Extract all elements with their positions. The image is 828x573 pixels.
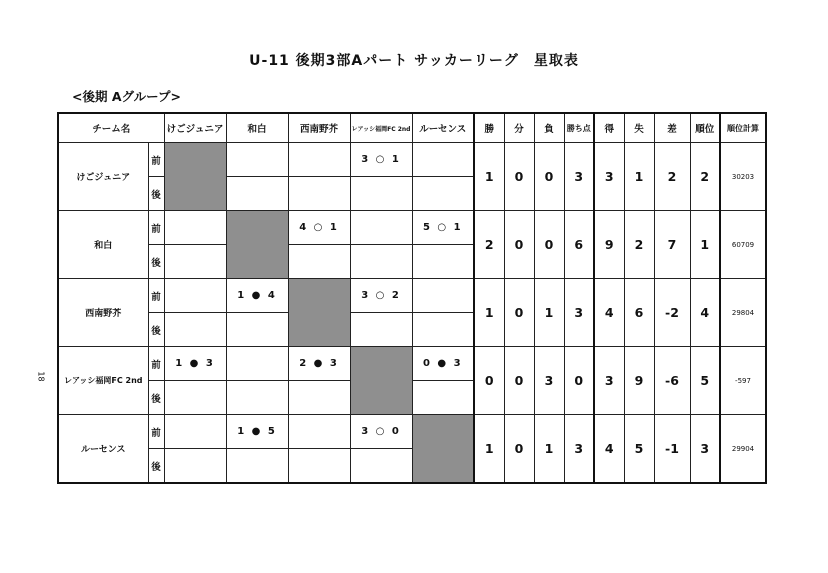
wins-value: 1 [474, 143, 504, 211]
match-result-cell [288, 143, 350, 177]
goal-diff-header: 差 [654, 113, 690, 143]
self-match-cell [226, 211, 288, 279]
match-result-cell [350, 177, 412, 211]
goals-against-value: 9 [624, 347, 654, 415]
team-name: ルーセンス [58, 415, 148, 484]
match-result-cell [164, 381, 226, 415]
team-name: 西南野芥 [58, 279, 148, 347]
match-result-cell [226, 347, 288, 381]
goals-against-header: 失 [624, 113, 654, 143]
points-value: 3 [564, 143, 594, 211]
rank-calc-value: 29804 [720, 279, 766, 347]
goals-for-value: 4 [594, 279, 624, 347]
points-value: 3 [564, 415, 594, 484]
wins-value: 1 [474, 279, 504, 347]
match-result-cell [226, 143, 288, 177]
match-result-cell [164, 245, 226, 279]
draws-value: 0 [504, 211, 534, 279]
rank-calc-value: -597 [720, 347, 766, 415]
wins-header: 勝 [474, 113, 504, 143]
team-name: 和白 [58, 211, 148, 279]
standings-body [58, 143, 766, 484]
goals-against-value: 2 [624, 211, 654, 279]
wins-value: 2 [474, 211, 504, 279]
match-result-cell [226, 313, 288, 347]
losses-header: 負 [534, 113, 564, 143]
team-row-first [58, 415, 766, 449]
goals-against-value: 6 [624, 279, 654, 347]
half-label: 前 [148, 415, 164, 449]
rank-value: 3 [690, 415, 720, 484]
goals-against-value: 1 [624, 143, 654, 211]
goal-diff-value: 7 [654, 211, 690, 279]
opponent-header: レアッシ福岡FC 2nd [350, 113, 412, 143]
wins-value: 1 [474, 415, 504, 484]
match-result-cell: 1 ● 3 [164, 347, 226, 381]
goal-diff-value: 2 [654, 143, 690, 211]
match-result-cell: 2 ● 3 [288, 347, 350, 381]
match-result-cell: 5 ○ 1 [412, 211, 474, 245]
match-result-cell: 1 ● 4 [226, 279, 288, 313]
goals-for-value: 9 [594, 211, 624, 279]
goals-for-header: 得 [594, 113, 624, 143]
standings-table [57, 112, 767, 484]
goals-for-value: 4 [594, 415, 624, 484]
team-row-first [58, 279, 766, 313]
opponent-header: ルーセンス [412, 113, 474, 143]
losses-value: 0 [534, 211, 564, 279]
match-result-cell [350, 245, 412, 279]
match-result-cell: 3 ○ 1 [350, 143, 412, 177]
team-name-header: チーム名 [58, 113, 164, 143]
losses-value: 0 [534, 143, 564, 211]
points-value: 3 [564, 279, 594, 347]
match-result-cell [412, 279, 474, 313]
match-result-cell [164, 279, 226, 313]
half-label: 後 [148, 313, 164, 347]
header-row [58, 113, 766, 143]
match-result-cell [412, 313, 474, 347]
rank-calc-value: 60709 [720, 211, 766, 279]
match-result-cell [226, 177, 288, 211]
team-name: けごジュニア [58, 143, 148, 211]
points-value: 6 [564, 211, 594, 279]
rank-calc-header: 順位計算 [720, 113, 766, 143]
points-value: 0 [564, 347, 594, 415]
half-label: 前 [148, 211, 164, 245]
points-header: 勝ち点 [564, 113, 594, 143]
rank-calc-value: 30203 [720, 143, 766, 211]
goals-for-value: 3 [594, 143, 624, 211]
match-result-cell: 0 ● 3 [412, 347, 474, 381]
group-subtitle: <後期 Aグループ> [72, 89, 181, 104]
match-result-cell [164, 313, 226, 347]
rank-value: 5 [690, 347, 720, 415]
match-result-cell [412, 177, 474, 211]
match-result-cell [164, 449, 226, 484]
half-label: 前 [148, 143, 164, 177]
match-result-cell [412, 245, 474, 279]
rank-value: 2 [690, 143, 720, 211]
match-result-cell [350, 449, 412, 484]
team-row-first [58, 211, 766, 245]
goals-for-value: 3 [594, 347, 624, 415]
match-result-cell [164, 415, 226, 449]
draws-value: 0 [504, 279, 534, 347]
match-result-cell: 1 ● 5 [226, 415, 288, 449]
draws-value: 0 [504, 143, 534, 211]
goal-diff-value: -6 [654, 347, 690, 415]
page-number: 18 [36, 371, 46, 382]
match-result-cell [412, 381, 474, 415]
half-label: 後 [148, 245, 164, 279]
half-label: 後 [148, 449, 164, 484]
rank-value: 4 [690, 279, 720, 347]
self-match-cell [288, 279, 350, 347]
goals-against-value: 5 [624, 415, 654, 484]
team-row-first [58, 143, 766, 177]
rank-value: 1 [690, 211, 720, 279]
match-result-cell [288, 381, 350, 415]
half-label: 後 [148, 177, 164, 211]
match-result-cell [288, 415, 350, 449]
match-result-cell [350, 313, 412, 347]
losses-value: 1 [534, 279, 564, 347]
match-result-cell: 4 ○ 1 [288, 211, 350, 245]
rank-calc-value: 29904 [720, 415, 766, 484]
match-result-cell [226, 449, 288, 484]
team-row-first [58, 347, 766, 381]
opponent-header: 和白 [226, 113, 288, 143]
match-result-cell [164, 211, 226, 245]
match-result-cell [288, 177, 350, 211]
wins-value: 0 [474, 347, 504, 415]
losses-value: 3 [534, 347, 564, 415]
match-result-cell [288, 449, 350, 484]
opponent-header: 西南野芥 [288, 113, 350, 143]
draws-header: 分 [504, 113, 534, 143]
half-label: 前 [148, 279, 164, 313]
draws-value: 0 [504, 415, 534, 484]
match-result-cell [412, 143, 474, 177]
team-name: レアッシ福岡FC 2nd [58, 347, 148, 415]
self-match-cell [412, 415, 474, 484]
self-match-cell [164, 143, 226, 211]
match-result-cell: 3 ○ 0 [350, 415, 412, 449]
half-label: 前 [148, 347, 164, 381]
losses-value: 1 [534, 415, 564, 484]
match-result-cell: 3 ○ 2 [350, 279, 412, 313]
page-title: U-11 後期3部Aパート サッカーリーグ 星取表 [249, 53, 579, 69]
opponent-header: けごジュニア [164, 113, 226, 143]
rank-header: 順位 [690, 113, 720, 143]
goal-diff-value: -1 [654, 415, 690, 484]
half-label: 後 [148, 381, 164, 415]
goal-diff-value: -2 [654, 279, 690, 347]
match-result-cell [350, 211, 412, 245]
match-result-cell [226, 381, 288, 415]
match-result-cell [288, 245, 350, 279]
self-match-cell [350, 347, 412, 415]
draws-value: 0 [504, 347, 534, 415]
